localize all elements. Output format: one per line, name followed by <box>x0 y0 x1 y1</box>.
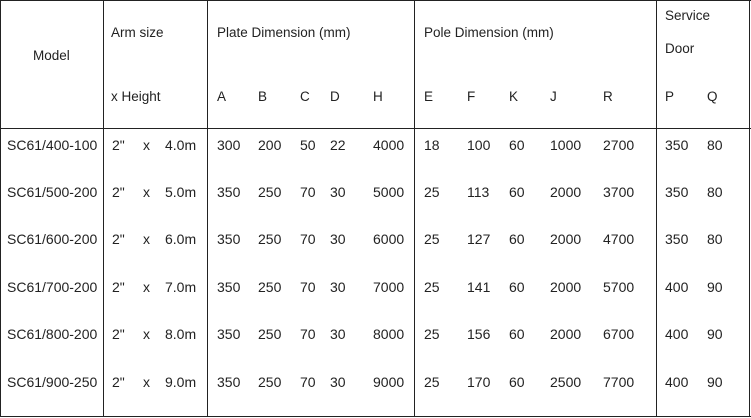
cell-e: 25 <box>424 279 440 295</box>
cell-j: 2000 <box>550 184 582 200</box>
subheader-C: C <box>300 89 310 104</box>
cell-model: SC61/700-200 <box>7 279 98 295</box>
cell-arm: 2" <box>112 374 125 390</box>
cell-c: 50 <box>300 137 316 153</box>
cell-c: 70 <box>300 231 316 247</box>
cell-d: 30 <box>330 279 346 295</box>
cell-x: x <box>143 374 150 390</box>
cell-r: 6700 <box>603 326 635 342</box>
cell-r: 7700 <box>603 374 635 390</box>
header-divider <box>0 128 751 129</box>
cell-q: 90 <box>707 279 723 295</box>
cell-arm: 2" <box>112 279 125 295</box>
cell-b: 250 <box>258 279 282 295</box>
cell-j: 2000 <box>550 279 582 295</box>
cell-height: 4.0m <box>165 137 197 153</box>
cell-e: 25 <box>424 184 440 200</box>
cell-f: 156 <box>467 326 491 342</box>
subheader-B: B <box>258 89 268 104</box>
subheader-K: K <box>509 89 519 104</box>
cell-j: 2500 <box>550 374 582 390</box>
cell-height: 9.0m <box>165 374 197 390</box>
cell-p: 400 <box>665 279 689 295</box>
subheader-H: H <box>373 89 383 104</box>
cell-b: 250 <box>258 326 282 342</box>
cell-p: 350 <box>665 231 689 247</box>
cell-p: 400 <box>665 374 689 390</box>
cell-model: SC61/400-100 <box>7 137 98 153</box>
cell-a: 350 <box>217 374 241 390</box>
cell-c: 70 <box>300 374 316 390</box>
subheader-J: J <box>550 89 557 104</box>
cell-b: 250 <box>258 231 282 247</box>
cell-height: 7.0m <box>165 279 197 295</box>
cell-model: SC61/900-250 <box>7 374 98 390</box>
cell-a: 350 <box>217 326 241 342</box>
cell-k: 60 <box>509 279 525 295</box>
cell-arm: 2" <box>112 184 125 200</box>
cell-h: 9000 <box>373 374 405 390</box>
cell-q: 90 <box>707 326 723 342</box>
cell-a: 350 <box>217 184 241 200</box>
cell-k: 60 <box>509 374 525 390</box>
cell-p: 400 <box>665 326 689 342</box>
cell-q: 80 <box>707 137 723 153</box>
cell-p: 350 <box>665 137 689 153</box>
cell-r: 5700 <box>603 279 635 295</box>
col-divider-model <box>103 0 104 417</box>
cell-f: 141 <box>467 279 491 295</box>
cell-arm: 2" <box>112 137 125 153</box>
cell-c: 70 <box>300 326 316 342</box>
cell-r: 4700 <box>603 231 635 247</box>
table-border-right <box>749 0 750 417</box>
cell-model: SC61/600-200 <box>7 231 98 247</box>
cell-h: 6000 <box>373 231 405 247</box>
cell-b: 200 <box>258 137 282 153</box>
cell-e: 18 <box>424 137 440 153</box>
cell-p: 350 <box>665 184 689 200</box>
cell-f: 113 <box>467 184 490 200</box>
cell-b: 250 <box>258 184 282 200</box>
cell-d: 30 <box>330 231 346 247</box>
cell-model: SC61/500-200 <box>7 184 98 200</box>
cell-b: 250 <box>258 374 282 390</box>
table-border-top <box>0 0 751 1</box>
subheader-D: D <box>330 89 340 104</box>
subheader-E: E <box>424 89 434 104</box>
cell-height: 6.0m <box>165 231 197 247</box>
cell-f: 170 <box>467 374 491 390</box>
cell-k: 60 <box>509 231 525 247</box>
cell-r: 2700 <box>603 137 635 153</box>
subheader-R: R <box>603 89 613 104</box>
cell-height: 8.0m <box>165 326 197 342</box>
cell-x: x <box>143 184 150 200</box>
header-height: x Height <box>111 89 161 104</box>
cell-r: 3700 <box>603 184 635 200</box>
header-arm-size: Arm size <box>111 25 164 40</box>
header-pole-dimension: Pole Dimension (mm) <box>424 25 554 40</box>
cell-q: 80 <box>707 184 723 200</box>
header-service: Service <box>665 8 711 23</box>
table-border-bottom <box>0 416 751 417</box>
col-divider-pole <box>656 0 657 417</box>
subheader-A: A <box>217 89 227 104</box>
cell-model: SC61/800-200 <box>7 326 98 342</box>
cell-a: 350 <box>217 231 241 247</box>
table-border-left <box>0 0 1 417</box>
cell-h: 5000 <box>373 184 405 200</box>
cell-k: 60 <box>509 184 525 200</box>
cell-arm: 2" <box>112 326 125 342</box>
cell-h: 4000 <box>373 137 405 153</box>
cell-h: 7000 <box>373 279 405 295</box>
cell-j: 1000 <box>550 137 582 153</box>
cell-e: 25 <box>424 374 440 390</box>
cell-x: x <box>143 231 150 247</box>
cell-d: 30 <box>330 326 346 342</box>
cell-e: 25 <box>424 326 440 342</box>
cell-q: 80 <box>707 231 723 247</box>
cell-h: 8000 <box>373 326 405 342</box>
cell-x: x <box>143 137 150 153</box>
cell-arm: 2" <box>112 231 125 247</box>
cell-j: 2000 <box>550 326 582 342</box>
header-model: Model <box>33 48 70 63</box>
cell-j: 2000 <box>550 231 582 247</box>
cell-k: 60 <box>509 137 525 153</box>
cell-a: 350 <box>217 279 241 295</box>
header-door: Door <box>665 41 695 56</box>
cell-x: x <box>143 326 150 342</box>
cell-a: 300 <box>217 137 241 153</box>
header-plate-dimension: Plate Dimension (mm) <box>217 25 351 40</box>
cell-d: 22 <box>330 137 346 153</box>
subheader-P: P <box>665 89 675 104</box>
subheader-Q: Q <box>707 89 718 104</box>
cell-d: 30 <box>330 374 346 390</box>
col-divider-arm <box>207 0 208 417</box>
cell-x: x <box>143 279 150 295</box>
cell-k: 60 <box>509 326 525 342</box>
cell-height: 5.0m <box>165 184 197 200</box>
cell-c: 70 <box>300 279 316 295</box>
col-divider-plate <box>414 0 415 417</box>
subheader-F: F <box>467 89 476 104</box>
cell-c: 70 <box>300 184 316 200</box>
cell-e: 25 <box>424 231 440 247</box>
cell-q: 90 <box>707 374 723 390</box>
cell-d: 30 <box>330 184 346 200</box>
cell-f: 127 <box>467 231 491 247</box>
cell-f: 100 <box>467 137 491 153</box>
